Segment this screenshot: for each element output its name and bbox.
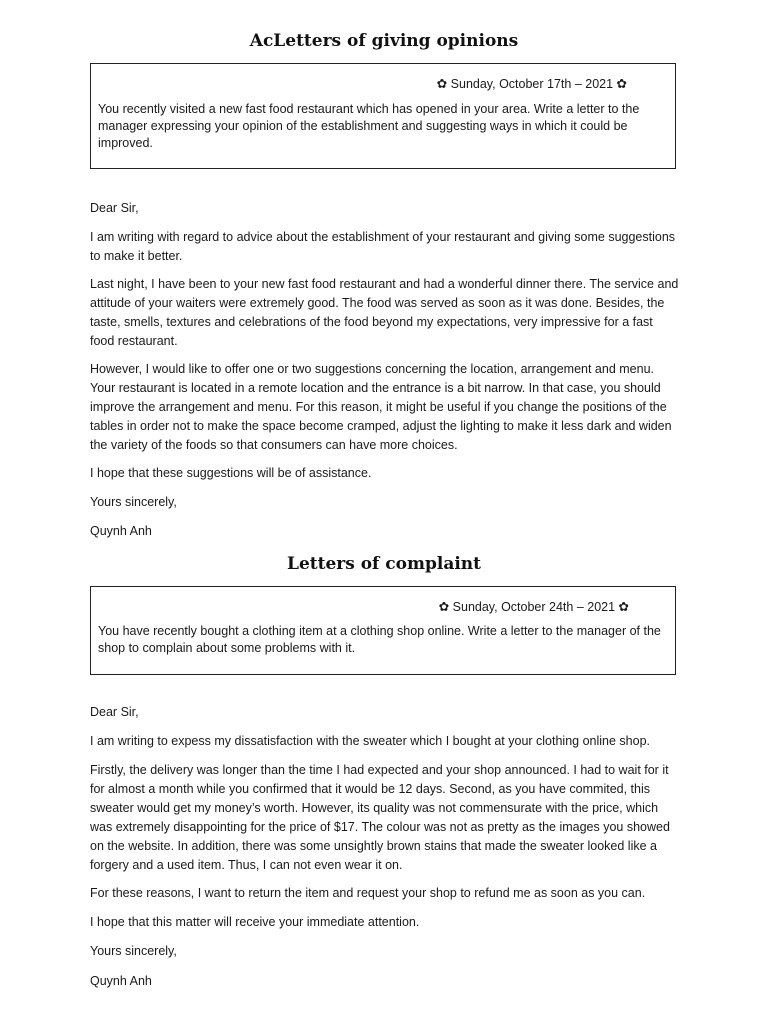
section2-task-box: [90, 586, 676, 675]
section1-paragraph: However, I would like to offer one or two suggestions concerning the location, arrangement and menu. Your restaurant is located in a remote location and the entrance is a bit narrow. In that case, you should improve the arrangement and menu. For this reason, it might be useful if you change the positions of the tables in order not to make the space become cramped, adjust the lighting to make it less dark and widen the variety of the foods so that consumers can have more choices.: [90, 362, 672, 452]
section1-title: AcLetters of giving opinions: [249, 31, 519, 51]
section1-paragraph: I hope that these suggestions will be of assistance.: [90, 466, 372, 480]
section2-salutation: Dear Sir,: [90, 705, 139, 719]
section1-paragraph: I am writing with regard to advice about the establishment of your restaurant and giving some suggestions to make it better.: [90, 230, 676, 263]
section1-paragraph: Last night, I have been to your new fast food restaurant and had a wonderful dinner there. The service and attitude of your waiters were extremely good. The food was served as soon as it was done. Besides, the taste, smells, textures and celebrations of the food beyond my expectations, very impressive for a fast food restaurant.: [90, 277, 679, 348]
section2-title: Letters of complaint: [286, 554, 481, 574]
section1-task-box: [90, 63, 676, 169]
section2-signature: Quynh Anh: [90, 974, 152, 988]
section1-signature: Quynh Anh: [90, 524, 152, 538]
section2-paragraph: I am writing to expess my dissatisfaction with the sweater which I bought at your clothing online shop.: [90, 734, 651, 748]
section1-date: ✿ Sunday, October 17th – 2021 ✿: [436, 77, 627, 91]
section1-salutation: Dear Sir,: [90, 201, 139, 215]
section1-task-text: You recently visited a new fast food restaurant which has opened in your area. Write a letter to the manager expressing your opinion of the establishment and suggesting ways in which it could be improved.: [98, 102, 640, 150]
section1-closing: Yours sincerely,: [90, 495, 177, 509]
section2-date: ✿ Sunday, October 24th – 2021 ✿: [438, 600, 629, 614]
section2-paragraph: For these reasons, I want to return the item and request your shop to refund me as soon as you can.: [90, 886, 646, 900]
section2-closing: Yours sincerely,: [90, 944, 177, 958]
section2-paragraph: Firstly, the delivery was longer than the time I had expected and your shop announced. I had to wait for it for almost a month while you confirmed that it would be 12 days. Second, as you have commited, this sweater would get my money’s worth. However, its quality was not commensurate with the price, which was extremely disappointing for the price of $17. The colour was not as pretty as the images you showed on the website. In addition, there was some unsightly brown stains that made the sweater looked like a forgery and a used item. Thus, I can not even wear it on.: [90, 763, 670, 872]
section2-paragraph: I hope that this matter will receive your immediate attention.: [90, 915, 420, 929]
section2-task-text: You have recently bought a clothing item at a clothing shop online. Write a letter to the manager of the shop to complain about some problems with it.: [98, 624, 661, 655]
